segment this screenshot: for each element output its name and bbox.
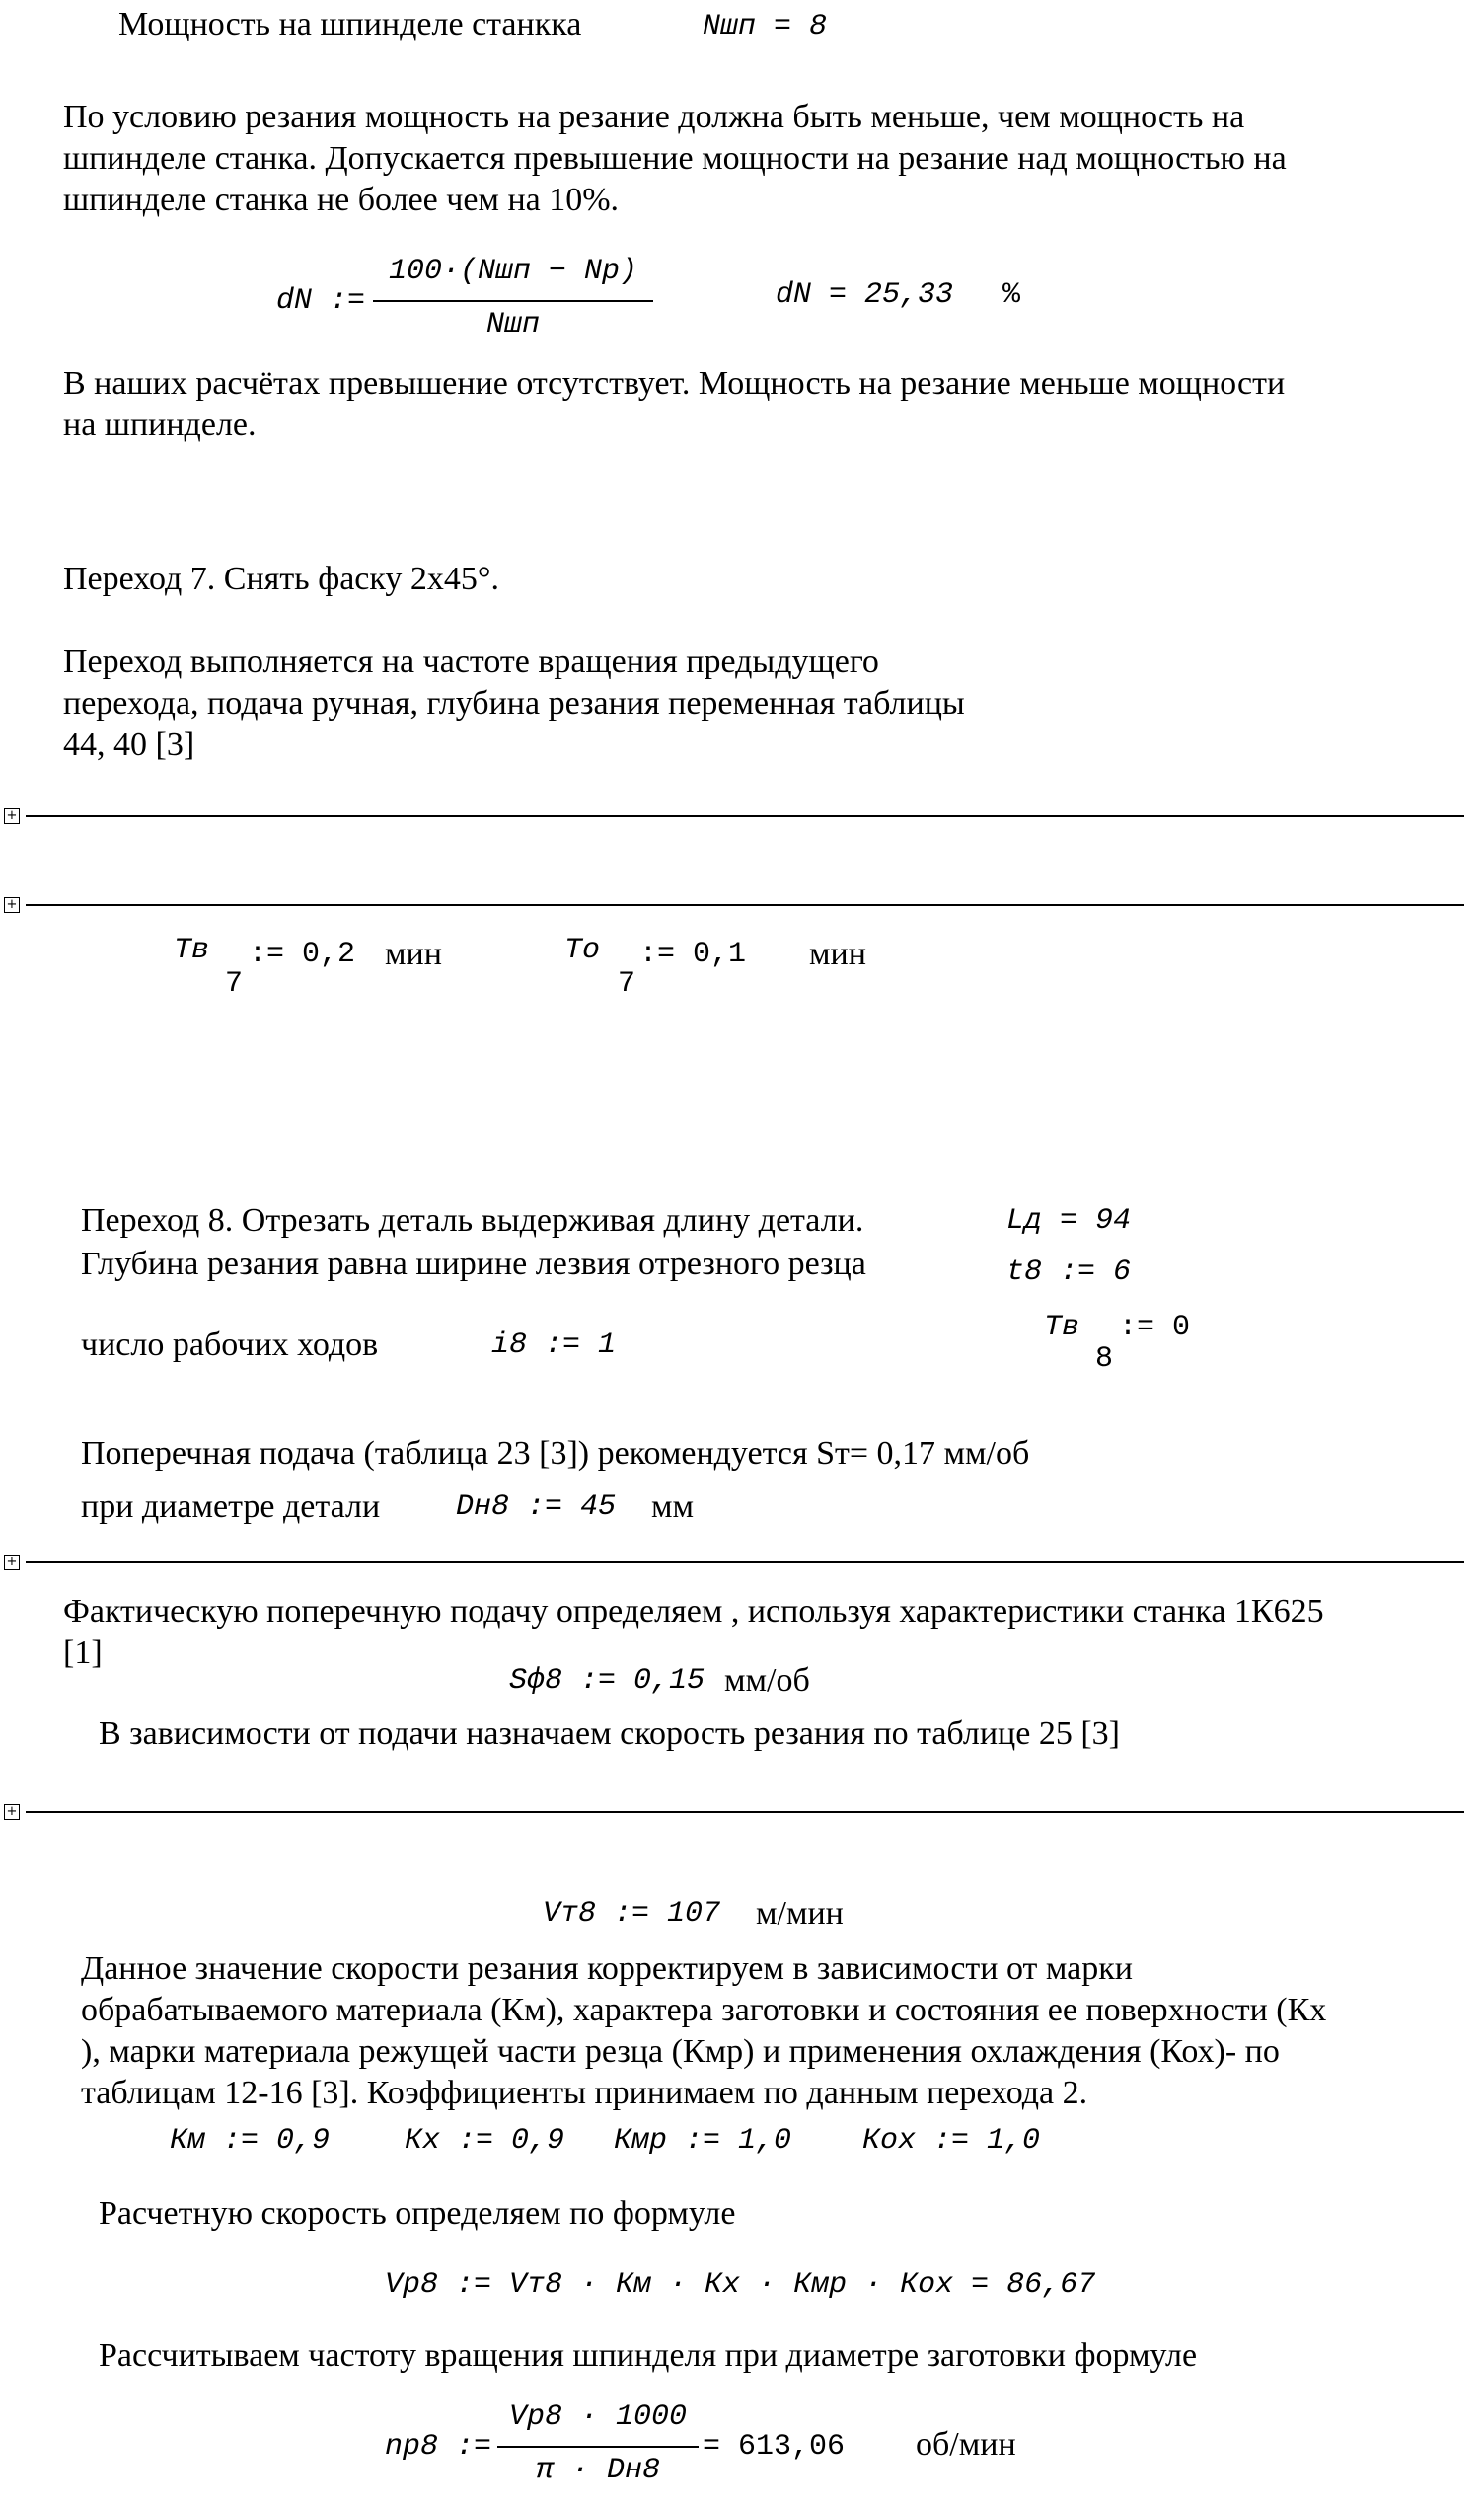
speed-table-text: В зависимости от подачи назначаем скорость резания по таблице 25 [3]: [99, 1715, 1120, 1752]
vt8-unit: м/мин: [756, 1895, 844, 1932]
np8-fraction-bar: [497, 2446, 699, 2448]
vt8-value: Vт8 := 107: [543, 1897, 721, 1931]
region-divider: [26, 815, 1464, 817]
tv7-value: := 0,2: [249, 938, 356, 971]
np8-numerator: Vp8 · 1000: [508, 2400, 688, 2434]
correct-line4: таблицам 12-16 [3]. Коэффициенты принимаем по данным перехода 2.: [81, 2075, 1088, 2111]
para1-line3: шпинделе станка не более чем на 10%.: [63, 182, 620, 218]
step7-desc-1: Переход выполняется на частоте вращения предыдущего: [63, 644, 879, 680]
np8-lhs: np8 :=: [385, 2430, 492, 2464]
feed-text: Поперечная подача (таблица 23 [3]) рекомендуется Sт= 0,17 мм/об: [81, 1435, 1030, 1472]
dh8-unit: мм: [651, 1488, 695, 1525]
actual-feed-line2: [1]: [63, 1634, 103, 1671]
para2-line2: на шпинделе.: [63, 407, 257, 443]
tv7-unit: мин: [385, 936, 442, 972]
np8-result: = 613,06: [703, 2430, 846, 2464]
expand-region-icon[interactable]: +: [4, 897, 20, 913]
np8-unit: об/мин: [916, 2426, 1016, 2463]
dn-unit: %: [1002, 278, 1021, 312]
spindle-power-label: Мощность на шпинделе станкка: [118, 6, 582, 42]
kox-value: Кох := 1,0: [862, 2124, 1041, 2158]
expand-region-icon[interactable]: +: [4, 1555, 20, 1570]
kx-value: Кх := 0,9: [405, 2124, 565, 2158]
tv8-name: Тв: [1044, 1311, 1080, 1344]
step7-desc-2: перехода, подача ручная, глубина резания переменная таблицы: [63, 685, 965, 722]
correct-line2: обрабатываемого материала (Км), характера заготовки и состояния ее поверхности (Кх: [81, 1992, 1327, 2028]
step8-title: Переход 8. Отрезать деталь выдерживая длину детали.: [81, 1202, 864, 1239]
dn-numerator: 100·(Nшп − Np): [388, 255, 638, 288]
actual-feed-line1: Фактическую поперечную подачу определяем , используя характеристики станка 1К625: [63, 1593, 1324, 1630]
nshp-value: Nшп = 8: [703, 10, 828, 43]
dn-result: dN = 25,33: [776, 278, 954, 312]
dn-fraction-bar: [373, 300, 653, 302]
dh8-value: Dн8 := 45: [456, 1490, 617, 1524]
np8-denominator: π · Dн8: [535, 2454, 661, 2487]
para1-line2: шпинделе станка. Допускается превышение мощности на резание над мощностью на: [63, 140, 1287, 177]
kmp-value: Кмр := 1,0: [614, 2124, 792, 2158]
dn-denominator: Nшп: [485, 308, 540, 342]
correct-line1: Данное значение скорости резания корректируем в зависимости от марки: [81, 1950, 1133, 1987]
rpm-label: Рассчитываем частоту вращения шпинделя при диаметре заготовки формуле: [99, 2337, 1198, 2374]
sf8-value: Sф8 := 0,15: [509, 1664, 705, 1698]
sf8-unit: мм/об: [724, 1662, 810, 1699]
region-divider: [26, 904, 1464, 906]
expand-region-icon[interactable]: +: [4, 808, 20, 824]
region-divider: [26, 1561, 1464, 1563]
region-divider: [26, 1811, 1464, 1813]
vp8-formula: Vp8 := Vт8 · Км · Кх · Кмр · Кох = 86,67: [385, 2268, 1096, 2302]
correct-line3: ), марки материала режущей части резца (Кмр) и применения охлаждения (Кох)- по: [81, 2033, 1280, 2070]
step7-title: Переход 7. Снять фаску 2х45°.: [63, 561, 500, 597]
t8-value: t8 := 6: [1006, 1255, 1132, 1289]
dia-label: при диаметре детали: [81, 1488, 381, 1525]
dn-lhs: dN :=: [276, 284, 366, 318]
depth-text: Глубина резания равна ширине лезвия отрезного резца: [81, 1246, 866, 1282]
calc-speed-label: Расчетную скорость определяем по формуле: [99, 2195, 736, 2232]
to7-name: То: [564, 934, 601, 967]
to7-sub: 7: [618, 967, 636, 1001]
para2-line1: В наших расчётах превышение отсутствует. Мощность на резание меньше мощности: [63, 365, 1286, 402]
tv7-name: Тв: [174, 934, 210, 967]
km-value: Км := 0,9: [170, 2124, 331, 2158]
to7-unit: мин: [809, 936, 866, 972]
tv7-sub: 7: [225, 967, 244, 1001]
i8-value: i8 := 1: [491, 1329, 617, 1362]
tv8-sub: 8: [1095, 1342, 1114, 1376]
tv8-value: := 0: [1119, 1311, 1191, 1344]
passes-label: число рабочих ходов: [81, 1327, 379, 1363]
to7-value: := 0,1: [639, 938, 747, 971]
para1-line1: По условию резания мощность на резание должна быть меньше, чем мощность на: [63, 99, 1245, 135]
ld-value: Lд = 94: [1006, 1204, 1132, 1238]
step7-desc-3: 44, 40 [3]: [63, 726, 195, 763]
expand-region-icon[interactable]: +: [4, 1804, 20, 1820]
